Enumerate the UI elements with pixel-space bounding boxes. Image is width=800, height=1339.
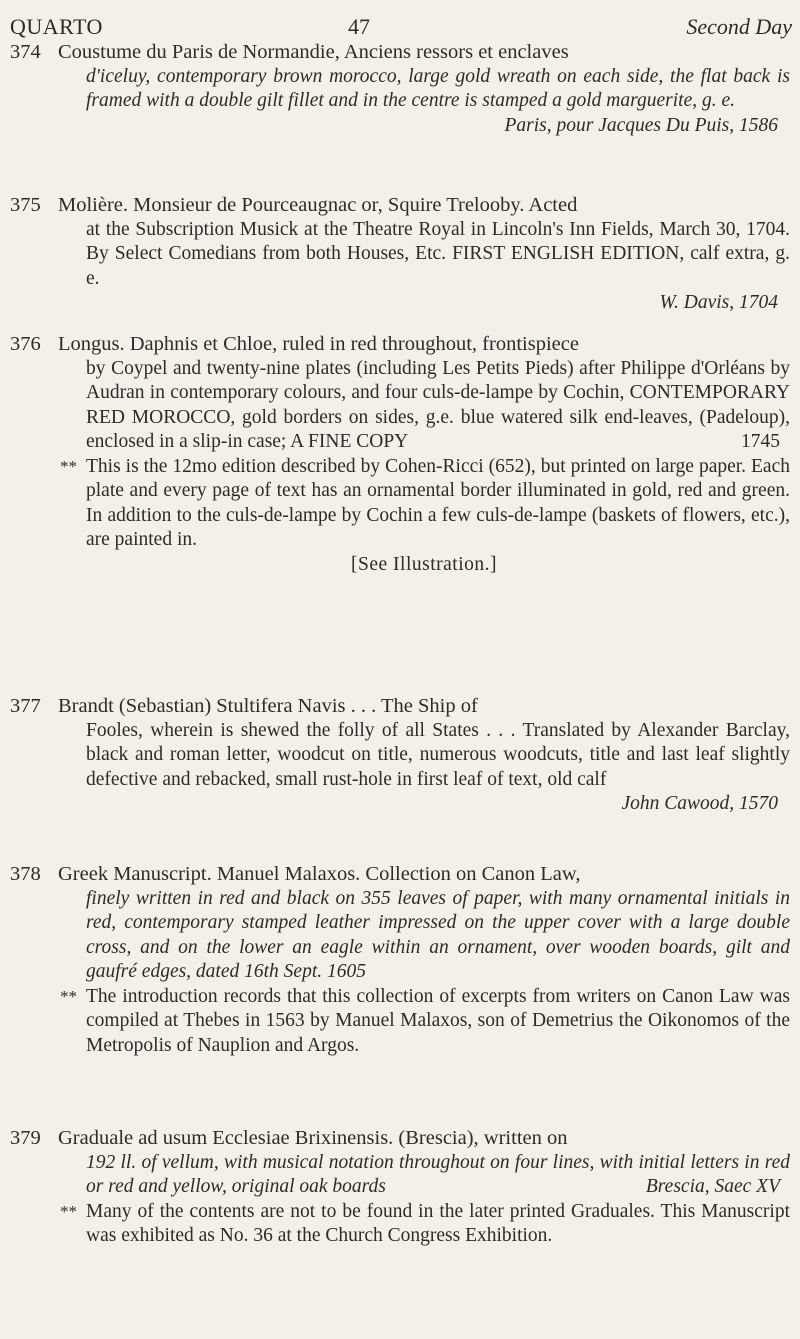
lot-number: 378 (10, 863, 41, 885)
lot-imprint: W. Davis, 1704 (659, 292, 778, 313)
catalogue-lot-374 (10, 40, 790, 138)
header-day: Second Day (686, 14, 792, 39)
catalogue-lot-376 (10, 332, 790, 577)
lot-lead: Graduale ad usum Ecclesiae Brixinensis. (Brescia), written on (58, 1127, 568, 1149)
lot-description-text: by Coypel and twenty-nine plates (including Les Petits Pieds) after Philippe d'Orléans by Audran in contemporary colours, and four culs-de-lampe by Cochin, CONTEMPORARY RED MOROCCO, gold borders on sides, g.e. blue watered silk end-leaves, (Padeloup), enclosed in a slip-in case; A FINE COPY (86, 357, 790, 452)
lot-date: 1745 (741, 431, 780, 452)
lot-lead: Coustume du Paris de Normandie, Anciens ressors et enclaves (58, 41, 569, 63)
lot-note (58, 455, 790, 553)
lot-description-text: 192 ll. of vellum, with musical notation throughout on four lines, with initial letters in red or red and yellow, original oak boards (86, 1151, 790, 1197)
catalogue-lot-379 (10, 1126, 790, 1249)
asterism-icon: ** (60, 1201, 77, 1221)
lot-description (58, 357, 790, 455)
lot-number: 374 (10, 41, 41, 63)
lot-number: 376 (10, 333, 41, 355)
see-illustration: [See Illustration.] (351, 553, 497, 575)
lot-lead: Brandt (Sebastian) Stultifera Navis . . . The Ship of (58, 695, 478, 717)
lot-note-text: This is the 12mo edition described by Cohen-Ricci (652), but printed on large paper. Each plate and every page of text has an ornamental border illuminated in gold, red and green. In addition to the culs-de-lampe by Cochin a few culs-de-lampe (baskets of flowers, etc.), are painted in. (86, 455, 790, 550)
lot-lead: Molière. Monsieur de Pourceaugnac or, Squire Trelooby. Acted (58, 194, 578, 216)
lot-note (58, 985, 790, 1059)
asterism-icon: ** (60, 456, 77, 476)
catalogue-lot-377 (10, 694, 790, 817)
lot-imprint: Paris, pour Jacques Du Puis, 1586 (504, 114, 778, 136)
lot-lead: Longus. Daphnis et Chloe, ruled in red throughout, frontispiece (58, 333, 579, 355)
page-number: 47 (348, 14, 370, 39)
lot-description: at the Subscription Musick at the Theatre Royal in Lincoln's Inn Fields, March 30, 1704. By Select Comedians from both Houses, Etc. FIRST ENGLISH EDITION, calf extra, g. e. (86, 218, 790, 289)
lot-lead: Greek Manuscript. Manuel Malaxos. Collection on Canon Law, (58, 863, 581, 885)
lot-number: 379 (10, 1127, 41, 1149)
lot-note-text: Many of the contents are not to be found in the later printed Graduales. This Manuscript was exhibited as No. 36 at the Church Congress Exhibition. (86, 1200, 790, 1246)
lot-note-text: The introduction records that this collection of excerpts from writers on Canon Law was compiled at Thebes in 1563 by Manuel Malaxos, son of Demetrius the Oikonomos of the Metropolis of Nauplion and Argos. (86, 985, 790, 1056)
lot-number: 377 (10, 695, 41, 717)
lot-description (58, 1151, 790, 1200)
lot-description: Fooles, wherein is shewed the folly of all States . . . Translated by Alexander Barclay, black and roman letter, woodcut on title, numerous woodcuts, title and last leaf slightly defective and rebacked, small rust-hole in first leaf of text, old calf (86, 719, 790, 790)
header-format: QUARTO (10, 14, 103, 39)
catalogue-lot-375 (10, 193, 790, 316)
asterism-icon: ** (60, 986, 77, 1006)
page-header (10, 10, 792, 44)
lot-imprint: John Cawood, 1570 (621, 793, 778, 814)
lot-description: d'iceluy, contemporary brown morocco, large gold wreath on each side, the flat back is framed with a double gilt fillet and in the centre is stamped a gold marguerite, g. e. (86, 65, 790, 111)
lot-note (58, 1200, 790, 1249)
lot-description: finely written in red and black on 355 leaves of paper, with many ornamental initials in red, contemporary stamped leather impressed on the upper cover with a large double cross, and on the lower an eagle within an ornament, over wooden boards, gilt and gaufré edges, dated 16th Sept. 1605 (86, 887, 790, 982)
lot-number: 375 (10, 194, 41, 216)
lot-imprint: Brescia, Saec XV (645, 1176, 780, 1197)
catalogue-lot-378 (10, 862, 790, 1058)
